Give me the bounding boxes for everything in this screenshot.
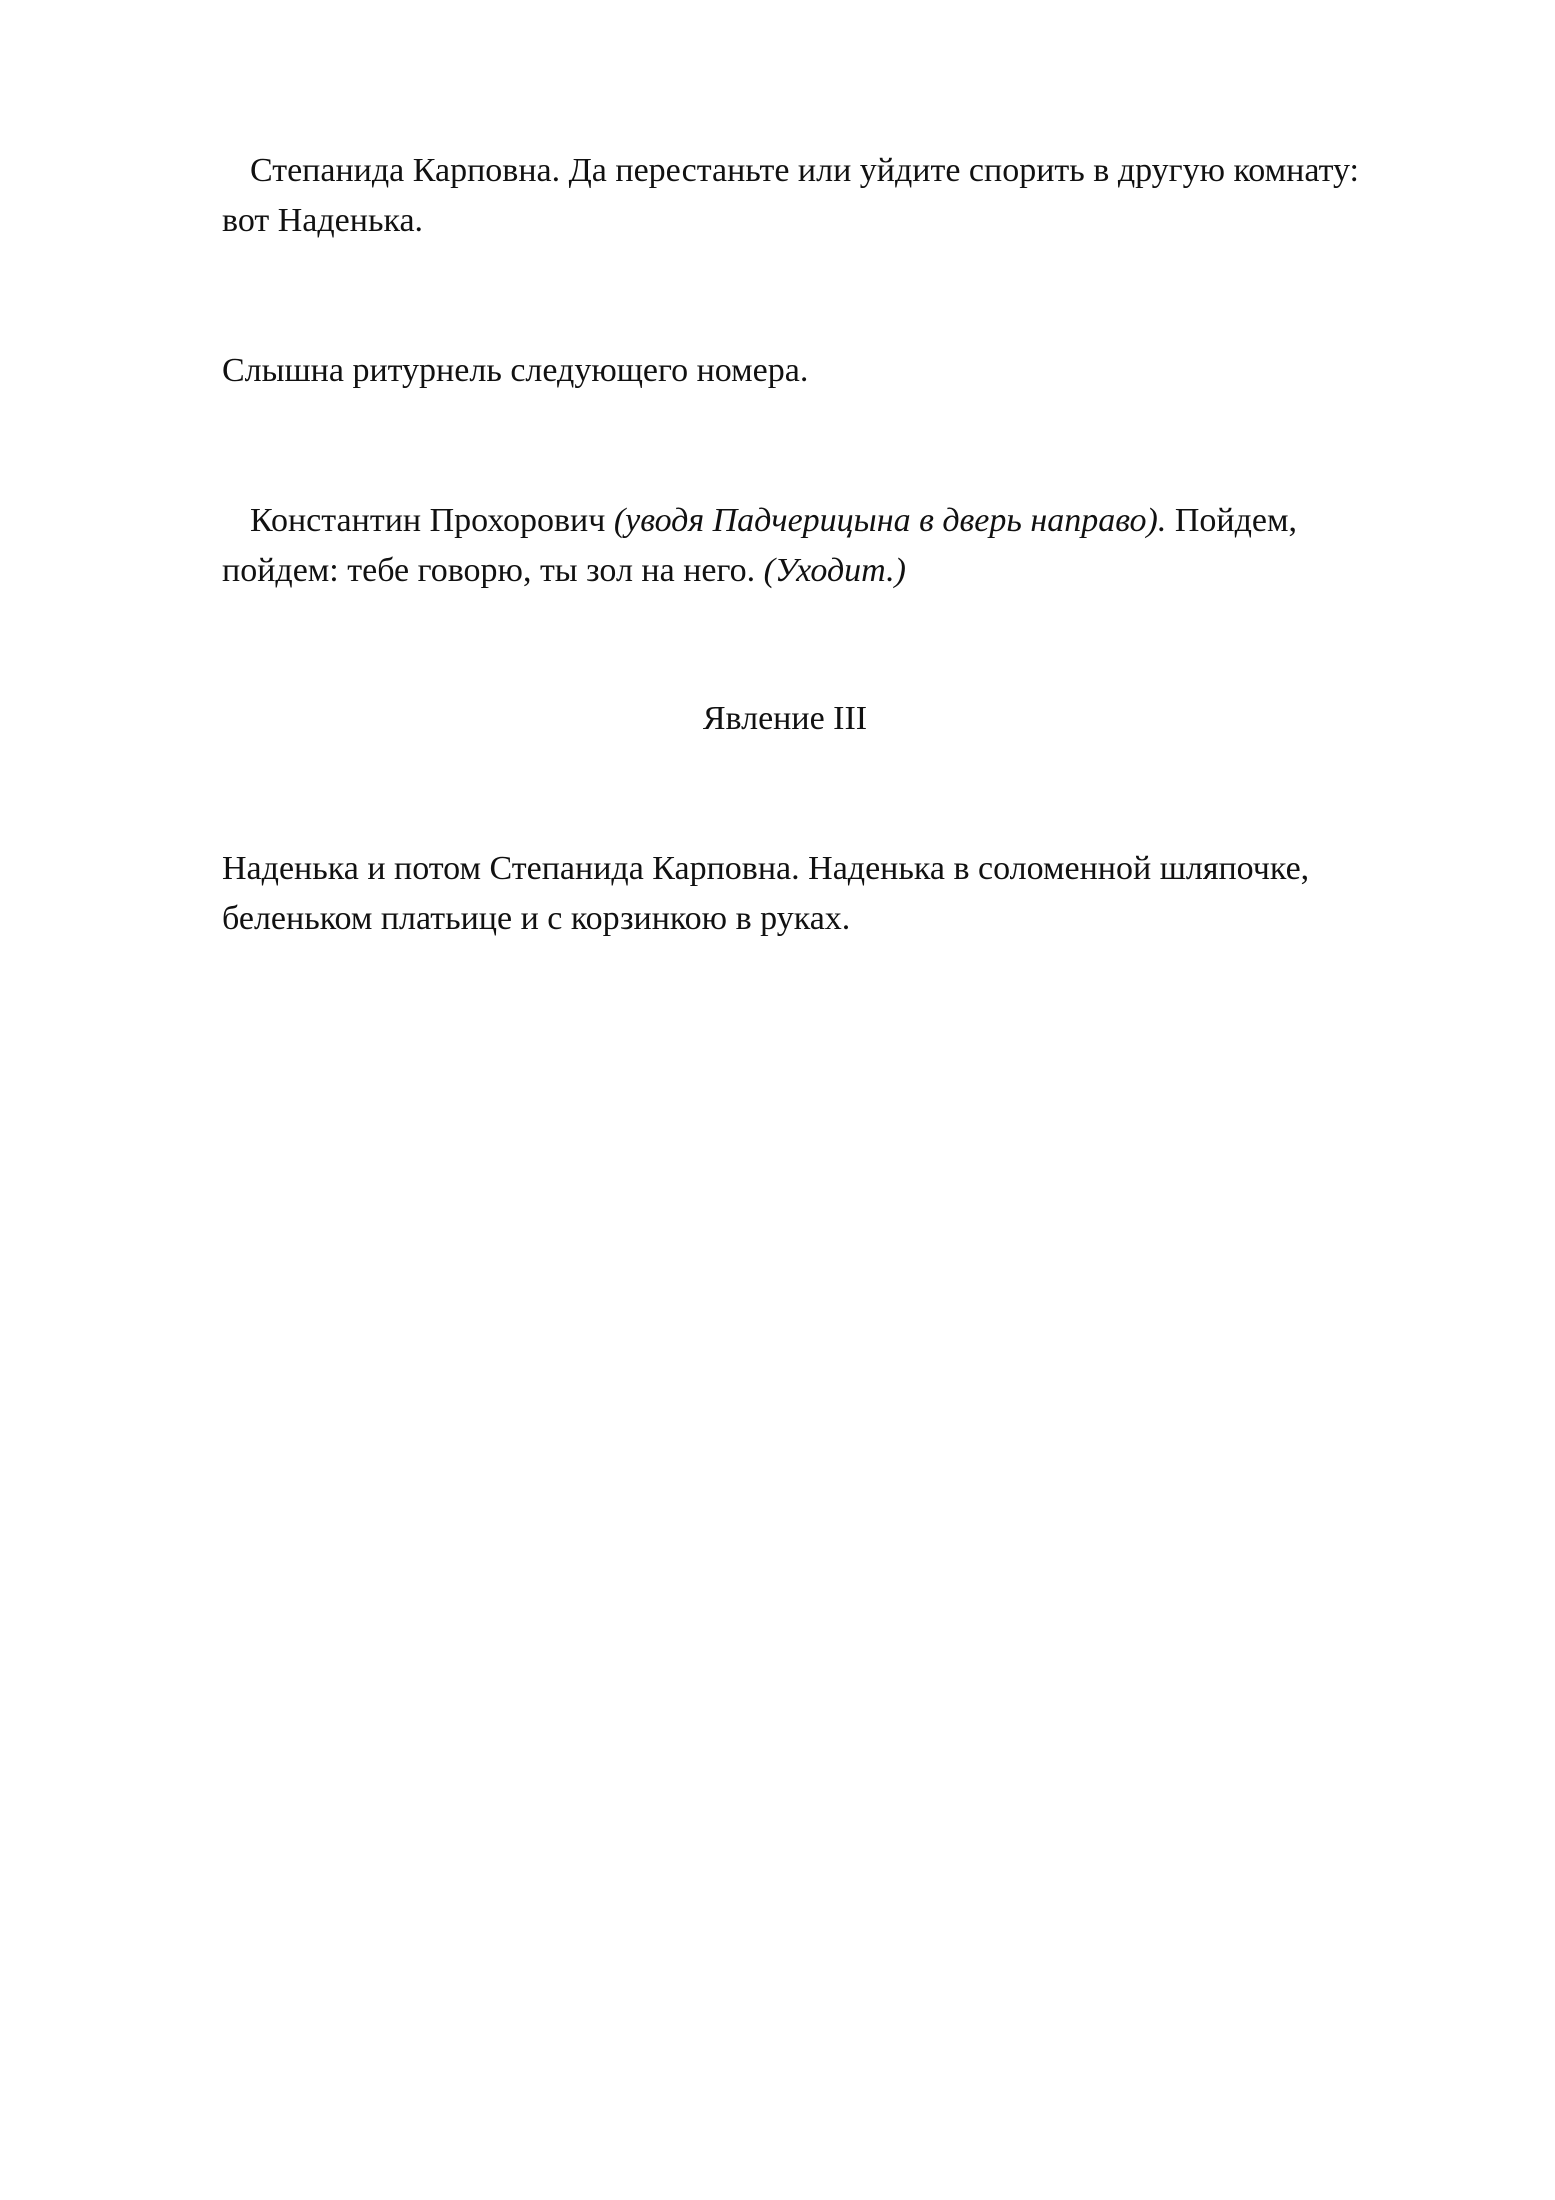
speaker-name: Константин Прохорович <box>250 502 606 539</box>
stage-direction-ritornello: Слышна ритурнель следующего номера. <box>222 352 809 389</box>
stage-direction-inline: (уводя Падчерицына в дверь направо). <box>613 502 1167 539</box>
scene-heading: Явление III <box>702 700 868 737</box>
paragraph-konstantin <box>222 496 1412 596</box>
stage-direction-scene-opening: Наденька и потом Степанида Карповна. Наденька в соломенной шляпочке, беленьком платьице и с корзинкою в руках. <box>222 850 1310 937</box>
speech-text: Пойдем, пойдем: тебе говорю, ты зол на него. <box>222 502 1298 589</box>
paragraph-stepanida: Степанида Карповна. Да перестаньте или уйдите спорить в другую комнату: вот Наденька. <box>222 152 1359 239</box>
stage-direction-exit: (Уходит.) <box>763 552 906 589</box>
